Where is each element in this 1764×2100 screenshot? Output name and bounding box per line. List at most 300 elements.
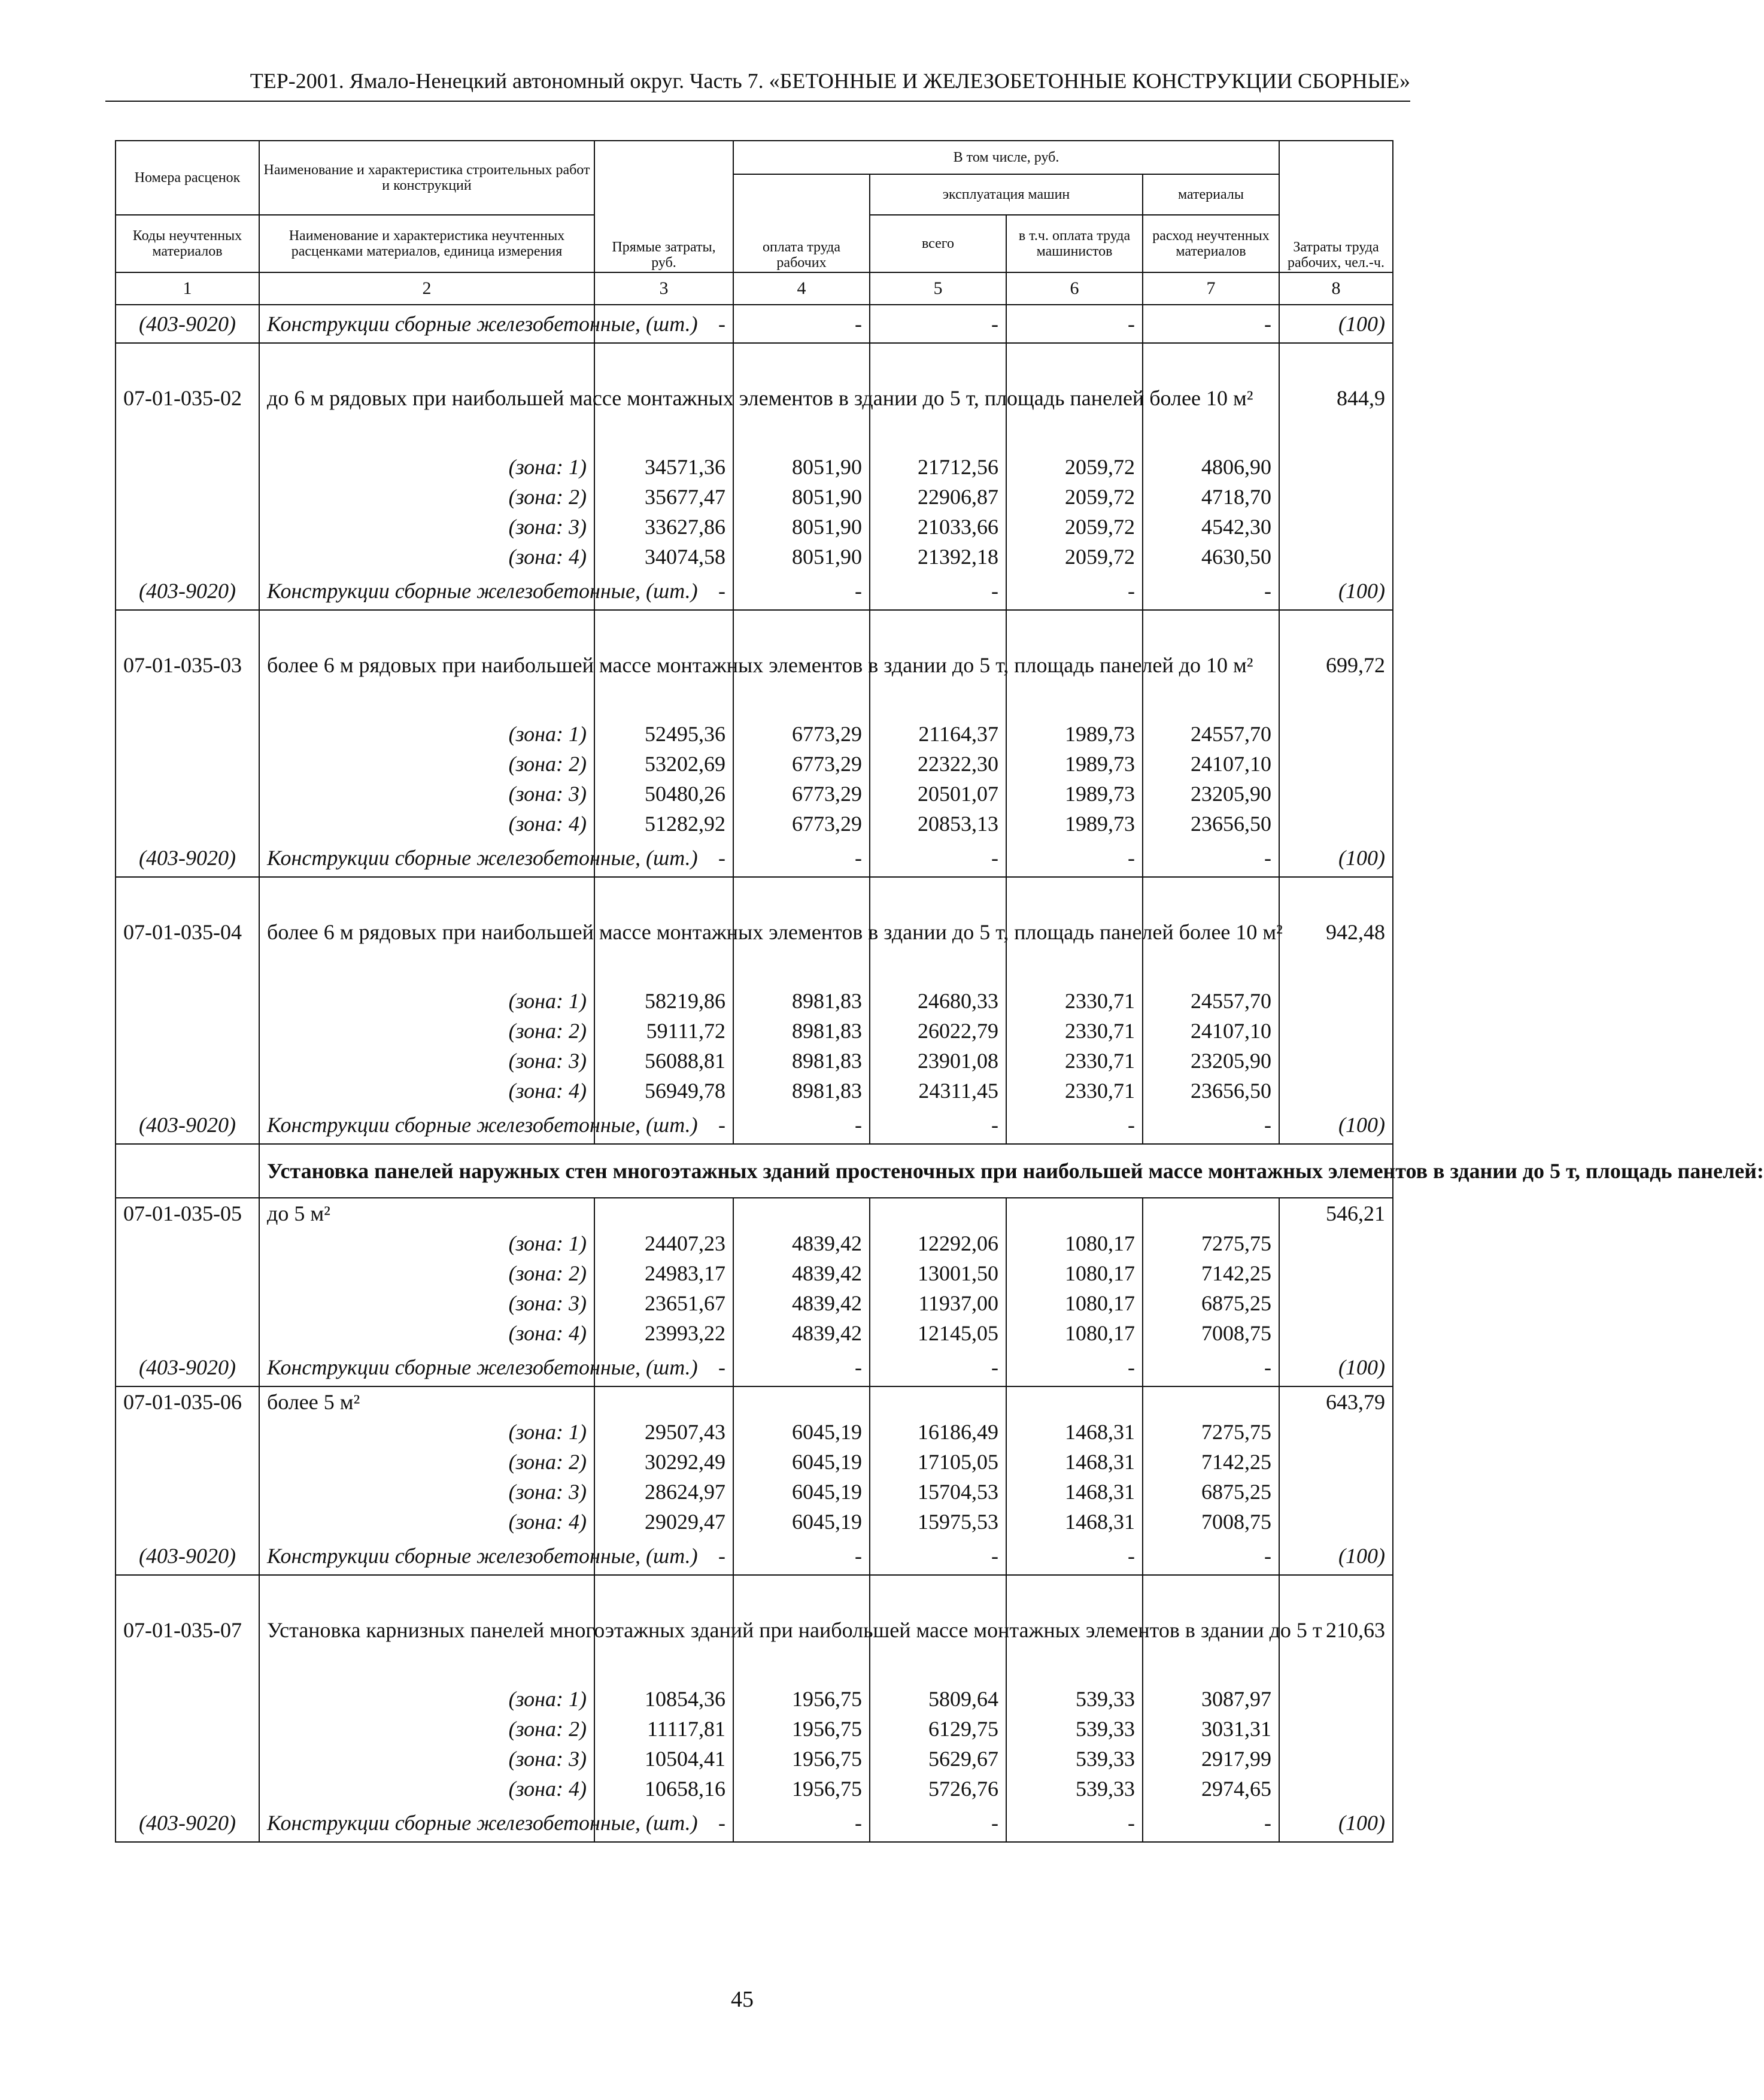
zone-value: 4630,50 <box>1143 542 1279 572</box>
resource-dash: - <box>594 1804 733 1842</box>
zone-value: 58219,86 <box>594 986 733 1016</box>
table-row <box>116 452 1393 482</box>
table-row <box>116 1288 1393 1318</box>
resource-dash: - <box>1143 572 1279 610</box>
resource-code: (403-9020) <box>116 839 259 877</box>
zone-value: 24557,70 <box>1143 719 1279 749</box>
empty-cell <box>116 1318 259 1348</box>
resource-name: Конструкции сборные железобетонные, (шт.) <box>259 305 594 343</box>
empty-cell <box>870 1198 1006 1228</box>
resource-dash: - <box>733 1106 870 1144</box>
table-row <box>116 1774 1393 1804</box>
table-row <box>116 877 1393 986</box>
empty-cell <box>116 1774 259 1804</box>
zone-value: 6773,29 <box>733 779 870 809</box>
zone-value: 4806,90 <box>1143 452 1279 482</box>
section-title: Установка панелей наружных стен многоэтажных зданий простеночных при наибольшей массе монтажных элементов в здании до 5 т, площадь панелей: <box>259 1144 1393 1198</box>
zone-value: 35677,47 <box>594 482 733 512</box>
zone-value: 8981,83 <box>733 1016 870 1046</box>
zone-value: 1956,75 <box>733 1774 870 1804</box>
rate-description: Установка карнизных панелей многоэтажных зданий при наибольшей массе монтажных элементов в здании до 5 т <box>259 1575 594 1684</box>
rate-code: 07-01-035-05 <box>116 1198 259 1228</box>
zone-value: 59111,72 <box>594 1016 733 1046</box>
table-row <box>116 1417 1393 1447</box>
empty-cell <box>116 719 259 749</box>
zone-value: 6773,29 <box>733 809 870 839</box>
resource-dash: - <box>594 839 733 877</box>
zone-value: 2917,99 <box>1143 1744 1279 1774</box>
zone-value: 24557,70 <box>1143 986 1279 1016</box>
zone-value: 539,33 <box>1006 1714 1143 1744</box>
zone-value: 34571,36 <box>594 452 733 482</box>
table-row <box>116 779 1393 809</box>
resource-dash: - <box>1143 305 1279 343</box>
zone-value: 2059,72 <box>1006 452 1143 482</box>
resource-code: (403-9020) <box>116 1106 259 1144</box>
zone-value: 1989,73 <box>1006 779 1143 809</box>
col2-header-top: Наименование и характеристика строительных работ и конструкций <box>259 141 594 215</box>
empty-cell <box>116 809 259 839</box>
table-row <box>116 1575 1393 1684</box>
resource-dash: - <box>1143 1106 1279 1144</box>
zone-label: (зона: 1) <box>259 986 594 1016</box>
zone-value: 21392,18 <box>870 542 1006 572</box>
table-row <box>116 749 1393 779</box>
zone-value: 7142,25 <box>1143 1447 1279 1477</box>
zone-value: 2330,71 <box>1006 1076 1143 1106</box>
empty-cell <box>1279 1447 1393 1477</box>
resource-dash: - <box>870 839 1006 877</box>
resource-name: Конструкции сборные железобетонные, (шт.) <box>259 1804 594 1842</box>
zone-value: 7008,75 <box>1143 1507 1279 1537</box>
zone-value: 51282,92 <box>594 809 733 839</box>
zone-value: 22322,30 <box>870 749 1006 779</box>
resource-dash: - <box>594 1537 733 1575</box>
zone-value: 6129,75 <box>870 1714 1006 1744</box>
empty-cell <box>116 1144 259 1198</box>
zone-label: (зона: 4) <box>259 809 594 839</box>
zone-value: 6045,19 <box>733 1417 870 1447</box>
zone-label: (зона: 3) <box>259 1744 594 1774</box>
table-row <box>116 1714 1393 1744</box>
empty-cell <box>1279 779 1393 809</box>
table-row <box>116 1386 1393 1417</box>
empty-cell <box>1279 1744 1393 1774</box>
zone-value: 23205,90 <box>1143 1046 1279 1076</box>
zone-value: 8981,83 <box>733 986 870 1016</box>
zone-label: (зона: 3) <box>259 1046 594 1076</box>
resource-qty: (100) <box>1279 1804 1393 1842</box>
zone-value: 1080,17 <box>1006 1288 1143 1318</box>
empty-cell <box>1279 1477 1393 1507</box>
zone-value: 11117,81 <box>594 1714 733 1744</box>
resource-code: (403-9020) <box>116 305 259 343</box>
zone-value: 52495,36 <box>594 719 733 749</box>
resource-dash: - <box>1006 572 1143 610</box>
empty-cell <box>733 1386 870 1417</box>
empty-cell <box>594 1198 733 1228</box>
zone-value: 56088,81 <box>594 1046 733 1076</box>
zone-value: 2974,65 <box>1143 1774 1279 1804</box>
empty-cell <box>116 1447 259 1477</box>
zone-label: (зона: 2) <box>259 1714 594 1744</box>
zone-value: 23993,22 <box>594 1318 733 1348</box>
zone-value: 4542,30 <box>1143 512 1279 542</box>
col1-header-top: Номера расценок <box>116 141 259 215</box>
zone-value: 1468,31 <box>1006 1507 1143 1537</box>
labor-cost: 210,63 <box>1279 1575 1393 1684</box>
table-row <box>116 1258 1393 1288</box>
zone-value: 539,33 <box>1006 1684 1143 1714</box>
zone-value: 8051,90 <box>733 512 870 542</box>
zone-value: 20853,13 <box>870 809 1006 839</box>
labor-cost: 942,48 <box>1279 877 1393 986</box>
zone-value: 56949,78 <box>594 1076 733 1106</box>
zone-value: 10504,41 <box>594 1744 733 1774</box>
zone-value: 8051,90 <box>733 542 870 572</box>
zone-value: 21033,66 <box>870 512 1006 542</box>
zone-value: 15975,53 <box>870 1507 1006 1537</box>
zone-value: 24107,10 <box>1143 1016 1279 1046</box>
zone-value: 10854,36 <box>594 1684 733 1714</box>
zone-value: 11937,00 <box>870 1288 1006 1318</box>
zone-label: (зона: 2) <box>259 482 594 512</box>
zone-value: 26022,79 <box>870 1016 1006 1046</box>
empty-cell <box>116 452 259 482</box>
zone-label: (зона: 1) <box>259 719 594 749</box>
table-row <box>116 1144 1393 1198</box>
empty-cell <box>1279 809 1393 839</box>
zone-value: 1989,73 <box>1006 719 1143 749</box>
rate-description: до 5 м² <box>259 1198 594 1228</box>
resource-dash: - <box>870 572 1006 610</box>
zone-value: 5726,76 <box>870 1774 1006 1804</box>
resource-dash: - <box>733 1348 870 1386</box>
zone-value: 33627,86 <box>594 512 733 542</box>
empty-cell <box>1279 1258 1393 1288</box>
resource-dash: - <box>1143 1348 1279 1386</box>
empty-cell <box>1279 1016 1393 1046</box>
empty-cell <box>1279 542 1393 572</box>
zone-value: 2330,71 <box>1006 986 1143 1016</box>
zone-value: 1468,31 <box>1006 1477 1143 1507</box>
zone-value: 8981,83 <box>733 1046 870 1076</box>
zone-label: (зона: 2) <box>259 1016 594 1046</box>
resource-dash: - <box>1006 1537 1143 1575</box>
table-row <box>116 1076 1393 1106</box>
zone-label: (зона: 3) <box>259 512 594 542</box>
resource-qty: (100) <box>1279 572 1393 610</box>
zone-value: 1956,75 <box>733 1684 870 1714</box>
resource-dash: - <box>1006 1348 1143 1386</box>
empty-cell <box>594 1386 733 1417</box>
empty-cell <box>116 1076 259 1106</box>
empty-cell <box>116 1046 259 1076</box>
resource-code: (403-9020) <box>116 1348 259 1386</box>
rates-table <box>115 140 1764 1843</box>
zone-label: (зона: 4) <box>259 1076 594 1106</box>
zone-value: 23656,50 <box>1143 809 1279 839</box>
zone-value: 2059,72 <box>1006 542 1143 572</box>
col7-header: расход неучтенных материалов <box>1143 215 1279 272</box>
page-number: 45 <box>731 1987 754 2012</box>
index-cell: 3 <box>594 272 733 305</box>
resource-dash: - <box>733 1804 870 1842</box>
rate-code: 07-01-035-02 <box>116 343 259 452</box>
zone-value: 1989,73 <box>1006 809 1143 839</box>
empty-cell <box>1279 1684 1393 1714</box>
page-header <box>105 65 1410 102</box>
table-row <box>116 572 1393 610</box>
resource-qty: (100) <box>1279 1537 1393 1575</box>
index-cell: 7 <box>1143 272 1279 305</box>
zone-value: 6773,29 <box>733 749 870 779</box>
empty-cell <box>1279 1076 1393 1106</box>
zone-label: (зона: 4) <box>259 1318 594 1348</box>
table-row <box>116 542 1393 572</box>
resource-dash: - <box>870 1348 1006 1386</box>
resource-name: Конструкции сборные железобетонные, (шт.) <box>259 1537 594 1575</box>
resource-dash: - <box>1143 1804 1279 1842</box>
rate-code: 07-01-035-03 <box>116 610 259 719</box>
zone-value: 6045,19 <box>733 1507 870 1537</box>
col2-header-bottom: Наименование и характеристика неучтенных расценками материалов, единица измерения <box>259 215 594 272</box>
empty-cell <box>116 1288 259 1318</box>
zone-value: 24407,23 <box>594 1228 733 1258</box>
zone-value: 21164,37 <box>870 719 1006 749</box>
zone-value: 16186,49 <box>870 1417 1006 1447</box>
resource-dash: - <box>594 572 733 610</box>
empty-cell <box>116 1744 259 1774</box>
zone-value: 2330,71 <box>1006 1046 1143 1076</box>
col1-header-bottom: Коды неучтенных материалов <box>116 215 259 272</box>
resource-dash: - <box>733 839 870 877</box>
zone-value: 1956,75 <box>733 1744 870 1774</box>
zone-label: (зона: 1) <box>259 1684 594 1714</box>
zone-value: 13001,50 <box>870 1258 1006 1288</box>
zone-value: 4839,42 <box>733 1318 870 1348</box>
zone-label: (зона: 3) <box>259 779 594 809</box>
rate-description: более 6 м рядовых при наибольшей массе монтажных элементов в здании до 5 т, площадь панелей более 10 м² <box>259 877 594 986</box>
index-cell: 5 <box>870 272 1006 305</box>
empty-cell <box>116 1258 259 1288</box>
resource-dash: - <box>870 1537 1006 1575</box>
empty-cell <box>1006 1386 1143 1417</box>
table-row <box>116 482 1393 512</box>
resource-name: Конструкции сборные железобетонные, (шт.) <box>259 839 594 877</box>
col8-header: Затраты труда рабочих, чел.-ч. <box>1279 141 1393 272</box>
table-row <box>116 719 1393 749</box>
empty-cell <box>116 512 259 542</box>
zone-value: 539,33 <box>1006 1774 1143 1804</box>
zone-value: 6773,29 <box>733 719 870 749</box>
zone-value: 1080,17 <box>1006 1318 1143 1348</box>
col4-header: оплата труда рабочих <box>733 174 870 272</box>
index-cell: 6 <box>1006 272 1143 305</box>
empty-cell <box>1279 482 1393 512</box>
zone-value: 34074,58 <box>594 542 733 572</box>
empty-cell <box>1279 1046 1393 1076</box>
zone-value: 17105,05 <box>870 1447 1006 1477</box>
empty-cell <box>116 542 259 572</box>
zone-value: 8051,90 <box>733 482 870 512</box>
zone-value: 50480,26 <box>594 779 733 809</box>
labor-cost: 844,9 <box>1279 343 1393 452</box>
rate-code: 07-01-035-06 <box>116 1386 259 1417</box>
resource-dash: - <box>594 1348 733 1386</box>
col5-header: всего <box>870 215 1006 272</box>
zone-label: (зона: 3) <box>259 1477 594 1507</box>
zone-value: 8051,90 <box>733 452 870 482</box>
zone-label: (зона: 1) <box>259 1417 594 1447</box>
empty-cell <box>116 1714 259 1744</box>
resource-dash: - <box>1006 1106 1143 1144</box>
empty-cell <box>116 1684 259 1714</box>
resource-dash: - <box>1006 1804 1143 1842</box>
zone-value: 30292,49 <box>594 1447 733 1477</box>
resource-qty: (100) <box>1279 305 1393 343</box>
zone-value: 21712,56 <box>870 452 1006 482</box>
table-row <box>116 1106 1393 1144</box>
table-row <box>116 1447 1393 1477</box>
zone-value: 1468,31 <box>1006 1417 1143 1447</box>
resource-name: Конструкции сборные железобетонные, (шт.) <box>259 1106 594 1144</box>
zone-label: (зона: 3) <box>259 1288 594 1318</box>
zone-label: (зона: 4) <box>259 542 594 572</box>
empty-cell <box>116 482 259 512</box>
zone-label: (зона: 4) <box>259 1507 594 1537</box>
resource-dash: - <box>1143 1537 1279 1575</box>
zone-value: 6045,19 <box>733 1477 870 1507</box>
table-row <box>116 839 1393 877</box>
zone-value: 1080,17 <box>1006 1258 1143 1288</box>
zone-value: 5809,64 <box>870 1684 1006 1714</box>
table-row <box>116 1198 1393 1228</box>
table-row <box>116 1804 1393 1842</box>
table-row <box>116 610 1393 719</box>
resource-dash: - <box>733 1537 870 1575</box>
resource-dash: - <box>870 1106 1006 1144</box>
zone-value: 15704,53 <box>870 1477 1006 1507</box>
page-header-text: ТЕР-2001. Ямало-Ненецкий автономный округ. Часть 7. «БЕТОННЫЕ И ЖЕЛЕЗОБЕТОННЫЕ КОНСТРУКЦИИ СБОРНЫЕ» <box>250 69 1410 93</box>
zone-value: 53202,69 <box>594 749 733 779</box>
resource-qty: (100) <box>1279 1348 1393 1386</box>
resource-qty: (100) <box>1279 839 1393 877</box>
table-row <box>116 343 1393 452</box>
resource-code: (403-9020) <box>116 572 259 610</box>
zone-value: 4839,42 <box>733 1258 870 1288</box>
table-row <box>116 1318 1393 1348</box>
index-cell: 8 <box>1279 272 1393 305</box>
empty-cell <box>116 1228 259 1258</box>
rate-description: более 5 м² <box>259 1386 594 1417</box>
zone-value: 7275,75 <box>1143 1228 1279 1258</box>
table-row <box>116 512 1393 542</box>
zone-value: 28624,97 <box>594 1477 733 1507</box>
empty-cell <box>733 1198 870 1228</box>
zone-value: 29507,43 <box>594 1417 733 1447</box>
labor-cost: 699,72 <box>1279 610 1393 719</box>
empty-cell <box>1279 512 1393 542</box>
zone-value: 10658,16 <box>594 1774 733 1804</box>
resource-code: (403-9020) <box>116 1804 259 1842</box>
materials-header: материалы <box>1143 174 1279 215</box>
empty-cell <box>1279 1774 1393 1804</box>
resource-dash: - <box>870 305 1006 343</box>
zone-label: (зона: 2) <box>259 749 594 779</box>
resource-dash: - <box>1006 305 1143 343</box>
empty-cell <box>116 1016 259 1046</box>
zone-value: 1080,17 <box>1006 1228 1143 1258</box>
zone-label: (зона: 1) <box>259 452 594 482</box>
zone-value: 20501,07 <box>870 779 1006 809</box>
rate-code: 07-01-035-07 <box>116 1575 259 1684</box>
empty-cell <box>1279 1714 1393 1744</box>
zone-value: 23651,67 <box>594 1288 733 1318</box>
zone-value: 2059,72 <box>1006 482 1143 512</box>
zone-value: 22906,87 <box>870 482 1006 512</box>
empty-cell <box>1279 452 1393 482</box>
empty-cell <box>1279 1288 1393 1318</box>
machines-header: эксплуатация машин <box>870 174 1143 215</box>
zone-value: 6045,19 <box>733 1447 870 1477</box>
zone-label: (зона: 2) <box>259 1258 594 1288</box>
col3-header: Прямые затраты, руб. <box>594 141 733 272</box>
index-cell: 4 <box>733 272 870 305</box>
table-row <box>116 1228 1393 1258</box>
resource-name: Конструкции сборные железобетонные, (шт.) <box>259 572 594 610</box>
zone-value: 4718,70 <box>1143 482 1279 512</box>
zone-value: 1989,73 <box>1006 749 1143 779</box>
zone-value: 3031,31 <box>1143 1714 1279 1744</box>
empty-cell <box>1279 1507 1393 1537</box>
zone-value: 1956,75 <box>733 1714 870 1744</box>
empty-cell <box>116 749 259 779</box>
resource-dash: - <box>870 1804 1006 1842</box>
table-row <box>116 305 1393 343</box>
empty-cell <box>1279 749 1393 779</box>
zone-value: 12145,05 <box>870 1318 1006 1348</box>
zone-value: 7142,25 <box>1143 1258 1279 1288</box>
labor-cost: 546,21 <box>1279 1198 1393 1228</box>
zone-value: 12292,06 <box>870 1228 1006 1258</box>
rate-description: более 6 м рядовых при наибольшей массе монтажных элементов в здании до 5 т, площадь панелей до 10 м² <box>259 610 594 719</box>
table-row <box>116 1348 1393 1386</box>
empty-cell <box>870 1386 1006 1417</box>
labor-cost: 643,79 <box>1279 1386 1393 1417</box>
resource-dash: - <box>1006 839 1143 877</box>
resource-dash: - <box>733 305 870 343</box>
table-row <box>116 809 1393 839</box>
zone-value: 4839,42 <box>733 1288 870 1318</box>
group-header: В том числе, руб. <box>733 141 1279 174</box>
empty-cell <box>1279 1228 1393 1258</box>
empty-cell <box>116 1477 259 1507</box>
empty-cell <box>1279 1318 1393 1348</box>
empty-cell <box>1279 719 1393 749</box>
zone-value: 3087,97 <box>1143 1684 1279 1714</box>
index-cell: 2 <box>259 272 594 305</box>
empty-cell <box>116 1417 259 1447</box>
zone-label: (зона: 4) <box>259 1774 594 1804</box>
table-row <box>116 1507 1393 1537</box>
zone-value: 7008,75 <box>1143 1318 1279 1348</box>
table-row <box>116 1744 1393 1774</box>
resource-code: (403-9020) <box>116 1537 259 1575</box>
zone-value: 5629,67 <box>870 1744 1006 1774</box>
zone-value: 8981,83 <box>733 1076 870 1106</box>
resource-dash: - <box>1143 839 1279 877</box>
